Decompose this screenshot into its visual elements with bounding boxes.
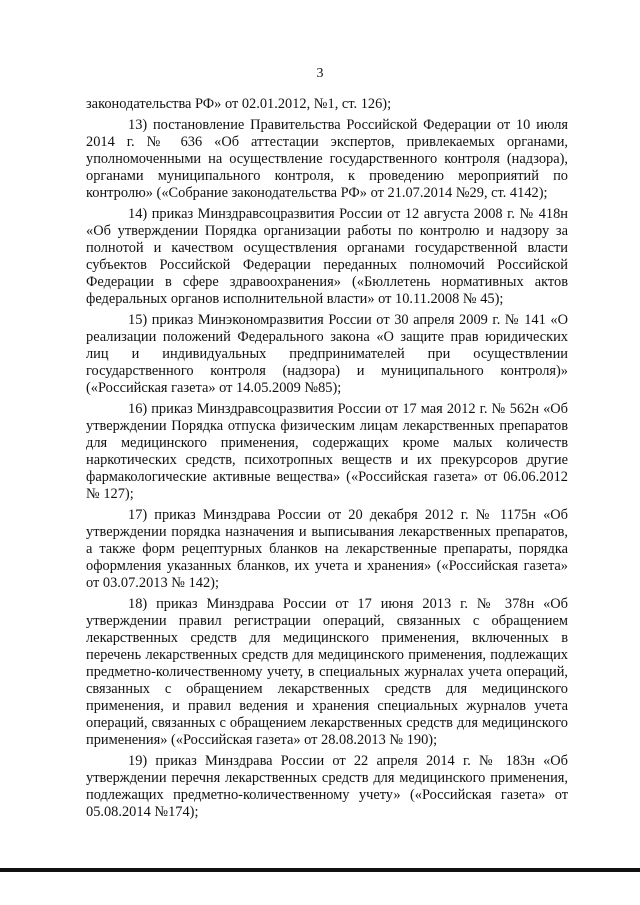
document-body [86, 96, 568, 825]
list-item-18: 18) приказ Минздрава России от 17 июня 2013 г. № 378н «Об утверждении правил регистрации операций, связанных с обращением лекарственных средств для медицинского применения, включенных в перечень лекарственных средств для медицинского применения, подлежащих предметно-количественному учету, в специальных журналах учета операций, связанных с обращением лекарственных средств для медицинского применения, и правил ведения и хранения специальных журналов учета операций, связанных с обращением лекарственных средств для медицинского применения» («Российская газета» от 28.08.2013 № 190); [86, 596, 568, 748]
list-item-19: 19) приказ Минздрава России от 22 апреля 2014 г. № 183н «Об утверждении перечня лекарственных средств для медицинского применения, подлежащих предметно-количественному учету» («Российская газета» от 05.08.2014 №174); [86, 753, 568, 820]
page-number: 3 [316, 66, 324, 81]
bottom-border-line [0, 868, 640, 872]
paragraph-continuation: законодательства РФ» от 02.01.2012, №1, ст. 126); [86, 96, 392, 112]
list-item-13: 13) постановление Правительства Российской Федерации от 10 июля 2014 г. № 636 «Об аттестации экспертов, привлекаемых органами, уполномоченными на осуществление государственного контроля (надзора), органами муниципального контроля, к проведению мероприятий по контролю» («Собрание законодательства РФ» от 21.07.2014 №29, ст. 4142); [86, 117, 568, 201]
list-item-16: 16) приказ Минздравсоцразвития России от 17 мая 2012 г. № 562н «Об утверждении Порядка отпуска физическим лицам лекарственных препаратов для медицинского применения, содержащих кроме малых количеств наркотических средств, психотропных веществ и их прекурсоров другие фармакологические активные вещества» («Российская газета» от 06.06.2012 № 127); [86, 401, 568, 502]
list-item-14: 14) приказ Минздравсоцразвития России от 12 августа 2008 г. № 418н «Об утверждении Порядка организации работы по контролю и надзору за полнотой и качеством осуществления органами государственной власти субъектов Российской Федерации переданных полномочий Российской Федерации в сфере здравоохранения» («Бюллетень нормативных актов федеральных органов исполнительной власти» от 10.11.2008 № 45); [86, 206, 568, 307]
list-item-15: 15) приказ Минэкономразвития России от 30 апреля 2009 г. № 141 «О реализации положений Федерального закона «О защите прав юридических лиц и индивидуальных предпринимателей при осуществлении государственного контроля (надзора) и муниципального контроля)» («Российская газета» от 14.05.2009 №85); [86, 312, 568, 396]
list-item-17: 17) приказ Минздрава России от 20 декабря 2012 г. № 1175н «Об утверждении порядка назначения и выписывания лекарственных препаратов, а также форм рецептурных бланков на лекарственные препараты, порядка оформления указанных бланков, их учета и хранения» («Российская газета» от 03.07.2013 № 142); [86, 507, 568, 591]
